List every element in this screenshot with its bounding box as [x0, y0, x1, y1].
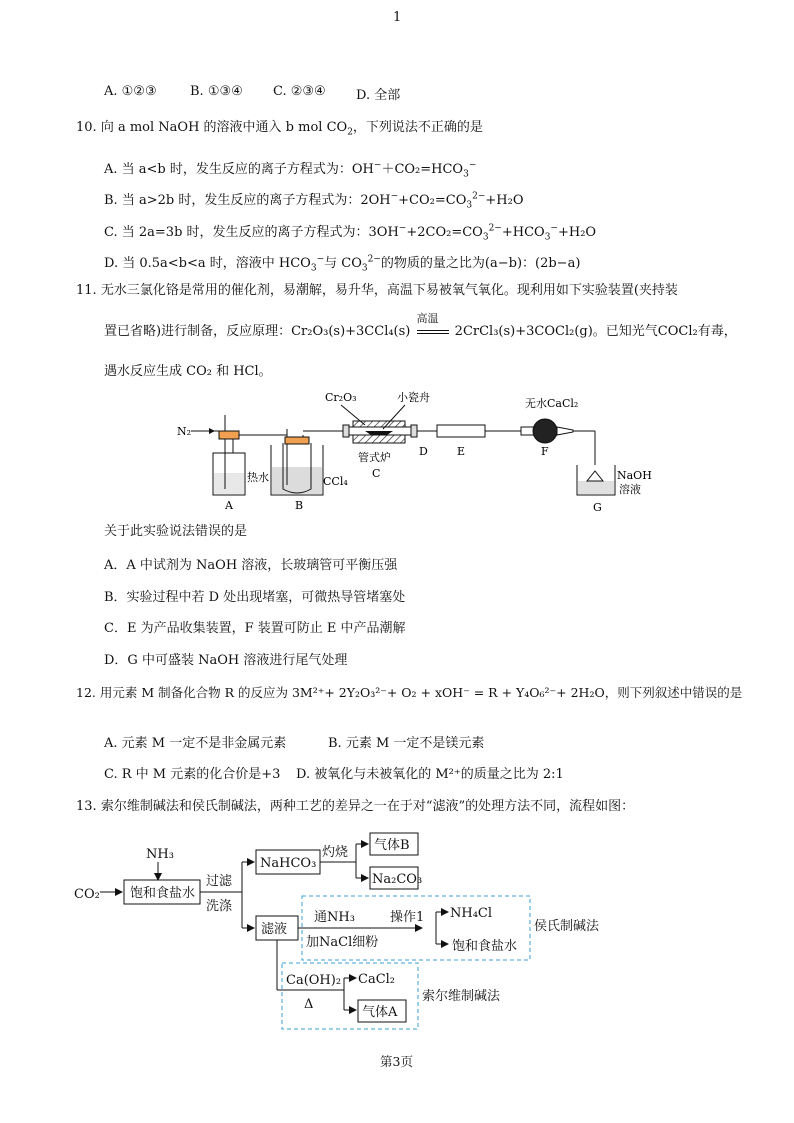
- flow-filter-2: 洗涤: [206, 899, 233, 914]
- label-f: F: [541, 445, 549, 458]
- q11-option-c: C．E 为产品收集装置，F 装置可防止 E 中产品潮解: [104, 621, 406, 636]
- q10-option-d: D. 当 0.5a<b<a 时，溶液中 $HCO_3^-$与 $CO_3^{2-}$的物质的量之比为(a−b)：(2b−a): [104, 254, 581, 274]
- q11-line2: 置已省略)进行制备，反应原理：Cr₂O₃(s)+3CCl₄(s) 高温 2CrCl₃(s)+3COCl₂(g)。已知光气COCl₂有毒，: [104, 312, 737, 339]
- q10-option-b: B. 当 a>2b 时，发生反应的离子方程式为：$2OH^-+CO_2=CO_3^{2-}+H_2O$: [104, 191, 524, 211]
- q11-line1: 11. 无水三氯化铬是常用的催化剂，易潮解，易升华，高温下易被氧气氧化。现利用如下实验装置(夹持装: [76, 283, 678, 298]
- q12-option-a: A. 元素 M 一定不是非金属元素: [104, 736, 287, 751]
- q11-option-a: A．A 中试剂为 NaOH 溶液，长玻璃管可平衡压强: [104, 558, 398, 573]
- q9-option-c: C. ②③④: [273, 84, 326, 99]
- q11-option-b: B．实验过程中若 D 处出现堵塞，可微热导管堵塞处: [104, 590, 406, 605]
- tube-furnace-c: [335, 421, 417, 443]
- flow-solvay-label: 索尔维制碱法: [422, 989, 501, 1004]
- ccl4-label: CCl₄: [323, 475, 348, 488]
- q11-line3: 遇水反应生成 CO₂ 和 HCl。: [104, 364, 272, 379]
- label-e: E: [457, 445, 466, 458]
- cr2o3-label: Cr₂O₃: [325, 391, 357, 404]
- flow-nahco3: NaHCO₃: [260, 856, 317, 871]
- flow-add-nacl: 加NaCl细粉: [306, 935, 379, 950]
- page-footer: 第3页: [380, 1054, 413, 1069]
- flow-gas-a: 气体A: [362, 1005, 398, 1020]
- q10-stem: 10. 向 a mol NaOH 的溶液中通入 b mol $CO_2$，下列说法不正确的是: [76, 120, 483, 138]
- q13-stem: 13. 索尔维制碱法和侯氏制碱法，两种工艺的差异之一在于对“滤液”的处理方法不同，流程如图：: [76, 799, 635, 814]
- flow-filter-1: 过滤: [206, 874, 233, 889]
- desiccant-label: 无水CaCl₂: [525, 397, 579, 410]
- label-a: A: [225, 499, 233, 512]
- hot-water-label: 热水: [247, 471, 269, 484]
- flow-na2co3: Na₂CO₃: [372, 872, 423, 887]
- q9-option-b: B. ①③④: [190, 84, 243, 99]
- q9-option-a: A. ①②③: [104, 84, 157, 99]
- label-b: B: [295, 499, 304, 512]
- page-top-number: 1: [393, 10, 402, 25]
- label-d: D: [419, 445, 428, 458]
- q12-option-d: D. 被氧化与未被氧化的 M²⁺的质量之比为 2:1: [296, 767, 564, 782]
- flow-cacl2: CaCl₂: [358, 972, 396, 987]
- flow-nh3-top: NH₃: [146, 847, 174, 862]
- flow-delta: Δ: [304, 997, 314, 1012]
- q12-option-c: C. R 中 M 元素的化合价是+3: [104, 767, 281, 782]
- apparatus-diagram: [175, 385, 652, 515]
- collector-e: [437, 425, 485, 437]
- q12-option-b: B. 元素 M 一定不是镁元素: [328, 736, 485, 751]
- flow-diagram: [70, 830, 630, 1040]
- flow-pass-nh3: 通NH₃: [314, 910, 355, 925]
- flow-gas-b: 气体B: [374, 838, 410, 853]
- flow-hou-label: 侯氏制碱法: [534, 919, 600, 934]
- boat-label: 小瓷舟: [397, 391, 430, 404]
- q9-option-d: D. 全部: [356, 88, 401, 103]
- flow-nh4cl: NH₄Cl: [450, 906, 493, 921]
- flow-brine2: 饱和食盐水: [452, 939, 518, 954]
- flow-op1: 操作1: [390, 910, 425, 925]
- flow-filtrate: 滤液: [261, 922, 288, 937]
- flow-calcine: 灼烧: [322, 845, 349, 860]
- q12-stem: 12. 用元素 M 制备化合物 R 的反应为 3M²⁺+ 2Y₂O₃²⁻+ O₂ + xOH⁻ = R + Y₄O₆²⁻+ 2H₂O，则下列叙述中错误的是: [76, 685, 743, 700]
- furnace-label: 管式炉: [358, 451, 391, 464]
- q10-option-a: A. 当 a<b 时，发生反应的离子方程式为：$OH^-+CO_2=HCO_3^-$: [104, 160, 477, 180]
- flow-co2: CO₂: [74, 887, 100, 902]
- flow-caoh2: Ca(OH)₂: [286, 973, 342, 988]
- label-c: C: [372, 467, 381, 480]
- q11-question: 关于此实验说法错误的是: [104, 524, 248, 539]
- q10-option-c: C. 当 2a=3b 时，发生反应的离子方程式为：$3OH^-+2CO_2=CO_3^{2-}+HCO_3^-+H_2O$: [104, 223, 597, 243]
- q11-option-d: D．G 中可盛装 NaOH 溶液进行尾气处理: [104, 653, 348, 668]
- label-g: G: [593, 501, 602, 514]
- flow-brine: 饱和食盐水: [130, 886, 196, 901]
- n2-label: N₂: [177, 425, 192, 438]
- naoh-label-1: NaOH: [617, 469, 652, 482]
- drying-tube-f: [521, 419, 595, 473]
- reaction-arrow: 高温: [415, 324, 451, 339]
- beaker-g: [577, 465, 615, 495]
- naoh-label-2: 溶液: [619, 483, 641, 496]
